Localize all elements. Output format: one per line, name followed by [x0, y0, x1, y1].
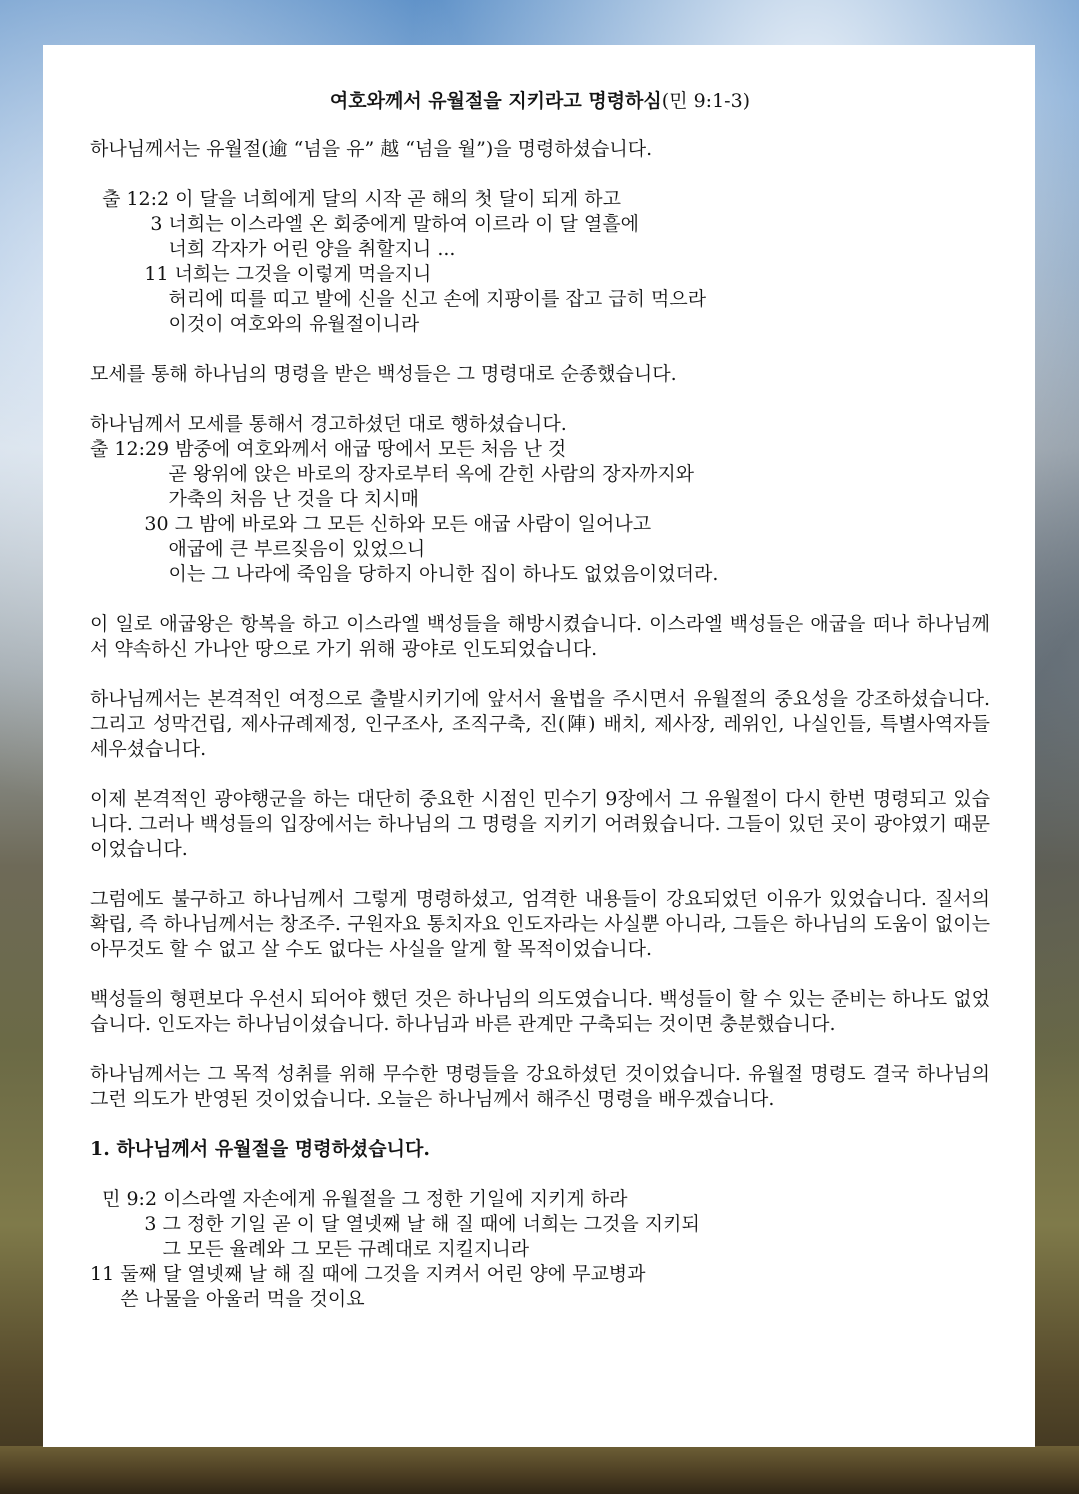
verse-line: 곧 왕위에 앉은 바로의 장자로부터 옥에 갇힌 사람의 장자까지와	[90, 463, 695, 485]
paragraph-law: 하나님께서는 본격적인 여정으로 출발시키기에 앞서서 율법을 주시면서 유월절의 중요성을 강조하셨습니다. 그리고 성막건립, 제사규례제정, 인구조사, 조직구축, 진(陣) 배치, 제사장, 레위인, 나실인들, 특별사역자들 세우셨습니다.	[90, 688, 990, 760]
verse-line: 3 그 정한 기일 곧 이 달 열넷째 날 해 질 때에 너희는 그것을 지키되	[90, 1213, 700, 1235]
verse-line: 출 12:2 이 달을 너희에게 달의 시작 곧 해의 첫 달이 되게 하고	[90, 188, 622, 210]
background-landscape	[0, 1446, 1079, 1494]
section-heading-1: 1. 하나님께서 유월절을 명령하셨습니다.	[90, 1138, 430, 1160]
paragraph-reason: 그럼에도 불구하고 하나님께서 그렇게 명령하셨고, 엄격한 내용들이 강요되었던 이유가 있었습니다. 질서의 확립, 즉 하나님께서는 창조주. 구원자요 통치자요 인도자라는 사실뿐 아니라, 그들은 하나님의 도움이 없이는 아무것도 할 수 없고 살 수도 없다는 사실을 알게 할 목적이었습니다.	[90, 888, 990, 960]
title-reference: (민 9:1-3)	[661, 90, 751, 112]
verse-line: 출 12:29 밤중에 여호와께서 애굽 땅에서 모든 처음 난 것	[90, 438, 567, 460]
paragraph-intro: 하나님께서는 유월절(逾 “넘을 유” 越 “넘을 월”)을 명령하셨습니다.	[90, 138, 653, 160]
verse-line: 11 둘째 달 열넷째 날 해 질 때에 그것을 지켜서 어린 양에 무교병과	[90, 1263, 646, 1285]
verse-line: 11 너희는 그것을 이렇게 먹을지니	[90, 263, 432, 285]
document-page	[43, 45, 1035, 1447]
paragraph-obedience: 모세를 통해 하나님의 명령을 받은 백성들은 그 명령대로 순종했습니다.	[90, 363, 677, 385]
verse-line: 이것이 여호와의 유월절이니라	[90, 313, 420, 335]
verse-line: 너희 각자가 어린 양을 취할지니 ...	[90, 238, 456, 260]
verse-line: 애굽에 큰 부르짖음이 있었으니	[90, 538, 426, 560]
verse-line: 그 모든 율례와 그 모든 규례대로 지킬지니라	[90, 1238, 530, 1260]
verse-block-exodus-12-29	[90, 437, 990, 587]
verse-block-exodus-12-2	[90, 187, 990, 337]
title-main: 여호와께서 유월절을 지키라고 명령하심	[329, 90, 662, 112]
verse-line: 민 9:2 이스라엘 자손에게 유월절을 그 정한 기일에 지키게 하라	[90, 1188, 628, 1210]
verse-line: 가축의 처음 난 것을 다 치시매	[90, 488, 419, 510]
paragraph-purpose: 하나님께서는 그 목적 성취를 위해 무수한 명령들을 강요하셨던 것이었습니다. 유월절 명령도 결국 하나님의 그런 의도가 반영된 것이었습니다. 오늘은 하나님께서 해주신 명령을 배우겠습니다.	[90, 1063, 990, 1110]
document-content	[90, 89, 990, 1312]
paragraph-intent: 백성들의 형편보다 우선시 되어야 했던 것은 하나님의 의도였습니다. 백성들이 할 수 있는 준비는 하나도 없었습니다. 인도자는 하나님이셨습니다. 하나님과 바른 관계만 구축되는 것이면 충분했습니다.	[90, 988, 990, 1035]
verse-line: 쓴 나물을 아울러 먹을 것이요	[90, 1288, 365, 1310]
verse-line: 30 그 밤에 바로와 그 모든 신하와 모든 애굽 사람이 일어나고	[90, 513, 652, 535]
verse-line: 3 너희는 이스라엘 온 회중에게 말하여 이르라 이 달 열흘에	[90, 213, 639, 235]
paragraph-warning: 하나님께서 모세를 통해서 경고하셨던 대로 행하셨습니다.	[90, 413, 567, 435]
verse-line: 허리에 띠를 띠고 발에 신을 신고 손에 지팡이를 잡고 급히 먹으라	[90, 288, 707, 310]
verse-line: 이는 그 나라에 죽임을 당하지 아니한 집이 하나도 없었음이었더라.	[90, 563, 719, 585]
verse-block-numbers-9-2	[90, 1187, 990, 1312]
paragraph-numbers-9: 이제 본격적인 광야행군을 하는 대단히 중요한 시점인 민수기 9장에서 그 유월절이 다시 한번 명령되고 있습니다. 그러나 백성들의 입장에서는 하나님의 그 명령을 지키기 어려웠습니다. 그들이 있던 곳이 광야였기 때문이었습니다.	[90, 788, 990, 860]
page-title	[90, 89, 990, 114]
paragraph-exodus: 이 일로 애굽왕은 항복을 하고 이스라엘 백성들을 해방시켰습니다. 이스라엘 백성들은 애굽을 떠나 하나님께서 약속하신 가나안 땅으로 가기 위해 광야로 인도되었습니다.	[90, 613, 990, 660]
